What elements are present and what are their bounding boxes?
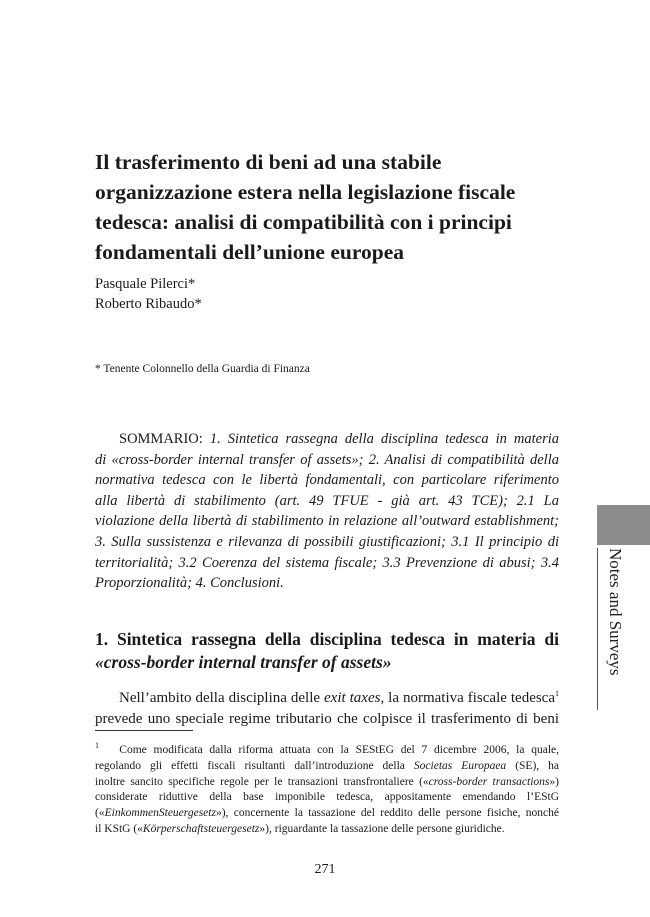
footnote-reference[interactable]: 1 [555,689,559,698]
footnote-divider [95,730,193,731]
author-affiliation: * Tenente Colonnello della Guardia di Finanza [95,363,310,375]
summary-line: violazione della libertà di stabilimento in relazione all’outward establishment; [95,513,559,530]
author-list [95,274,202,314]
page-number: 271 [314,862,336,877]
footnote [95,743,559,838]
summary-line: di «cross-border internal transfer of assets»; 2. Analisi di compatibilità della [95,451,559,468]
summary-line: 3. Sulla sussistenza e rilevanza di possibili giustificazioni; 3.1 Il principio di [95,533,559,550]
body-line: prevede uno speciale regime tributario che colpisce il trasferimento di beni [95,711,559,727]
body-paragraph [95,688,559,730]
title-line: fondamentali dell’unione europea [95,240,404,264]
body-line: Nell’ambito della disciplina delle exit taxes, la normativa fiscale tedesca$^1$ [119,689,559,706]
footnote-line: $^1$ Come modificata dalla riforma attuata con la SEStEG del 7 dicembre 2006, la quale, [95,741,560,756]
footnote-line: inoltre sancito specifiche regole per le transazioni transfrontaliere («cross-border transactions») [95,775,559,788]
summary-line: alla libertà di stabilimento (art. 49 TFUE - già art. 43 TCE); 2.1 La [95,492,559,509]
article-title [95,147,565,267]
summary-block [95,429,559,594]
title-line: tedesca: analisi di compatibilità con i principi [95,210,512,234]
side-divider [597,548,598,710]
section-heading-line: 1. Sintetica rassegna della disciplina tedesca in materia di [95,629,559,649]
title-line: Il trasferimento di beni ad una stabile [95,150,442,174]
footnote-line: («EinkommenSteuergesetz»), concernente la tassazione del reddito delle persone fisiche, nonché [95,807,559,820]
author-name: Pasquale Pilerci* [95,276,196,292]
section-tab-marker [597,505,650,545]
footnote-line: il KStG («Körperschaftsteuergesetz»), riguardante la tassazione delle persone giuridiche. [95,822,505,835]
running-section-label: Notes and Surveys [606,548,625,676]
summary-line: normativa tedesca con le libertà fondamentali, con particolare riferimento [95,472,559,489]
summary-line: SOMMARIO: 1. Sintetica rassegna della disciplina tedesca in materia [119,431,560,447]
section-heading-line: «cross-border internal transfer of assets» [95,652,392,672]
footnote-line: considerate riduttive della base imponibile tedesca, appositamente emendando l’EStG [95,791,559,804]
footnote-mark: 1 [95,741,99,751]
summary-line: Proporzionalità; 4. Conclusioni. [95,575,284,592]
title-line: organizzazione estera nella legislazione fiscale [95,180,516,204]
summary-label: SOMMARIO: [119,431,203,447]
author-name: Roberto Ribaudo* [95,296,202,312]
section-heading [95,628,559,674]
summary-line: territorialità; 3.2 Coerenza del sistema fiscale; 3.3 Prevenzione di abusi; 3.4 [95,554,559,571]
footnote-line: regolando gli effetti fiscali risultanti dall’introduzione della Societas Europaea (SE), ha [95,759,559,772]
